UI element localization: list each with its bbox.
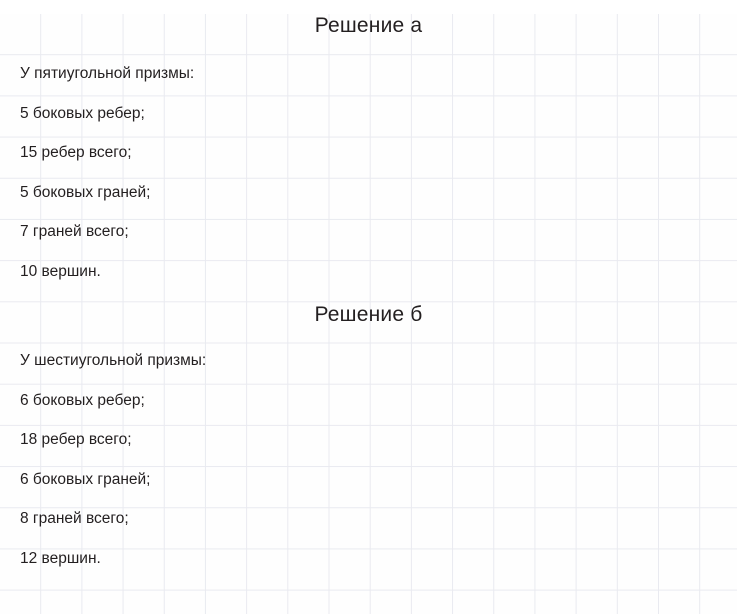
list-item: 6 боковых граней; (20, 470, 151, 488)
solution-section-a (0, 14, 737, 291)
list-item: 8 граней всего; (20, 510, 129, 527)
solution-b-lines (0, 341, 737, 578)
list-item: У шестиугольной призмы: (20, 352, 207, 369)
list-item: 15 ребер всего; (20, 144, 132, 161)
list-item: 12 вершин. (20, 549, 101, 567)
list-item: 10 вершин. (20, 262, 101, 280)
section-heading-b: Решение б (314, 303, 423, 326)
solution-section-b (0, 291, 737, 578)
document-content (0, 14, 737, 578)
graph-paper-page (0, 14, 737, 614)
list-item: 5 боковых граней; (20, 183, 151, 201)
list-item: 6 боковых ребер; (20, 391, 145, 409)
solution-a-lines (0, 54, 737, 291)
list-item: 7 граней всего; (20, 223, 129, 240)
list-item: 18 ребер всего; (20, 431, 132, 448)
section-heading-a: Решение а (314, 14, 423, 37)
list-item: 5 боковых ребер; (20, 104, 145, 122)
list-item: У пятиугольной призмы: (20, 65, 195, 82)
